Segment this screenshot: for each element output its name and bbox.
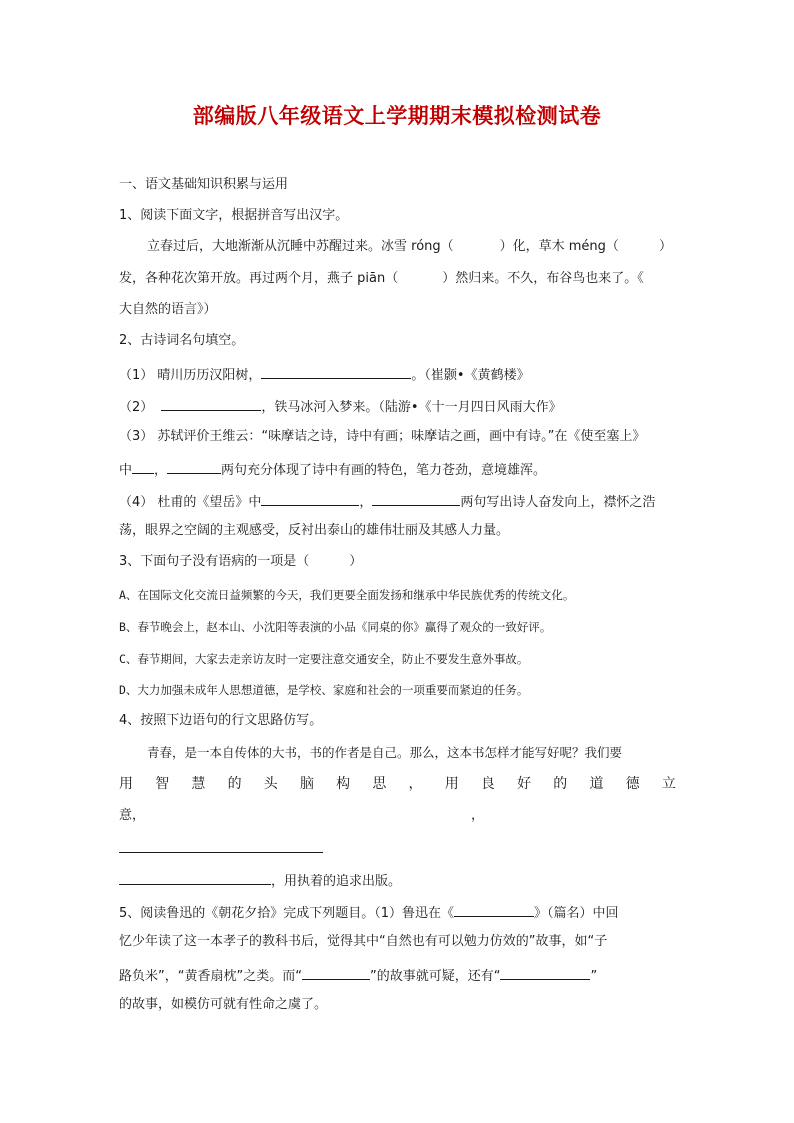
q2-item1: [119, 364, 676, 385]
q1-line1-text-b: ）化，草木 méng（: [499, 239, 619, 254]
q5-line1: [119, 902, 676, 923]
q4-line5-text: ，用执着的追求出版。: [271, 874, 402, 889]
q4-stem: 4、按照下边语句的行文思路仿写。: [119, 713, 323, 728]
q4-char: 的: [553, 776, 568, 792]
q3-stem-text: 3、下面句子没有语病的一项是（: [119, 554, 310, 569]
q2-item4-text-b: ，: [359, 495, 373, 510]
q5-answer-blank-2[interactable]: [302, 965, 370, 980]
q3-option-b: B、春节晚会上，赵本山、小沈阳等表演的小品《同桌的你》赢得了观众的一致好评。: [119, 620, 552, 634]
q5-line4: 的故事，如模仿可就有性命之虞了。: [119, 997, 328, 1012]
q2-item2: [119, 396, 676, 417]
q2-item1-blank[interactable]: [261, 364, 411, 379]
q2-item3-line2: [119, 459, 676, 480]
page-title: 部编版八年级语文上学期期末模拟检测试卷: [192, 103, 602, 128]
q2-item4-blank-2[interactable]: [372, 491, 460, 506]
q1-line2-text-b: ）然归来。不久，布谷鸟也来了。《: [442, 271, 644, 286]
q5-answer-blank-3[interactable]: [500, 965, 590, 980]
q2-item4-text-c: 两句写出诗人奋发向上，襟怀之浩: [460, 495, 656, 510]
q1-line1-text-c: ）: [658, 239, 672, 254]
q2-stem: 2、古诗词名句填空。: [119, 333, 245, 348]
q1-line1-text-a: 立春过后，大地渐渐从沉睡中苏醒过来。冰雪 róng（: [147, 239, 454, 254]
q5-line3-text-a: 路负米”，“黄香扇枕”之类。而“: [119, 969, 302, 984]
q5-line3: [119, 965, 676, 986]
q1-line1: [147, 238, 676, 256]
q2-item4-text-a: （4） 杜甫的《望岳》中: [119, 495, 262, 510]
q2-item3-text-a: 中: [119, 463, 133, 478]
q5-line3-text-c: ”: [590, 969, 598, 984]
q4-char: 道: [589, 776, 604, 792]
q2-item3-line1: （3） 苏轼评价王维云：“味摩诘之诗，诗中有画；味摩诘之画，画中有诗。”在《使至塞上》: [119, 429, 646, 444]
q4-char: 用: [444, 776, 459, 792]
q3-stem: [119, 553, 676, 571]
q4-char: 慧: [191, 776, 206, 792]
q4-passage-line2: [119, 775, 676, 793]
q4-line3-text-a: 意，: [119, 808, 146, 823]
q2-item4-line2: 荡，眼界之空阔的主观感受，反衬出泰山的雄伟壮丽及其感人力量。: [119, 523, 510, 538]
q2-item4-line1: [119, 491, 676, 512]
q4-passage-line3: [119, 807, 676, 825]
q1-line2: [119, 270, 676, 288]
q3-option-d: D、大力加强未成年人思想道德，是学校、家庭和社会的一项重要而紧迫的任务。: [119, 683, 529, 697]
q2-item3-text-b: ，: [154, 463, 168, 478]
q3-option-a: A、在国际文化交流日益频繁的今天，我们更要全面发扬和继承中华民族优秀的传统文化。: [119, 588, 575, 602]
q1-stem: 1、阅读下面文字，根据拼音写出汉字。: [119, 208, 349, 223]
q4-answer-blank-3[interactable]: [119, 870, 271, 885]
q2-item3-blank-2[interactable]: [167, 459, 221, 474]
q4-answer-blank-2[interactable]: [119, 838, 323, 853]
q1-line2-text-a: 发，各种花次第开放。再过两个月，燕子 piān（: [119, 271, 399, 286]
q2-item1-text-a: （1） 晴川历历汉阳树，: [119, 368, 262, 383]
q5-answer-blank-1[interactable]: [454, 902, 534, 917]
q4-char: 智: [155, 776, 170, 792]
q2-item3-blank-1[interactable]: [132, 459, 154, 474]
q4-passage-line1: 青春，是一本自传体的大书，书的作者是自己。那么，这本书怎样才能写好呢？我们要: [147, 745, 623, 760]
q2-item2-text-b: ，铁马冰河入梦来。（陆游•《十一月四日风雨大作》: [261, 400, 562, 415]
q4-char: 构: [336, 776, 351, 792]
q5-line3-text-b: ”的故事就可疑，还有“: [369, 969, 501, 984]
q2-item3-text-c: 两句充分体现了诗中有画的特色，笔力苍劲，意境雄浑。: [221, 463, 547, 478]
q4-char: ，: [408, 776, 423, 792]
q2-item2-text-a: （2）: [119, 400, 154, 415]
q4-char: 德: [625, 776, 640, 792]
q4-char: 脑: [299, 776, 314, 792]
q2-item4-blank-1[interactable]: [261, 491, 359, 506]
q1-line3: 大自然的语言》）: [119, 302, 217, 317]
q5-line1-text-a: 5、阅读鲁迅的《朝花夕拾》完成下列题目。（1）鲁迅在《: [119, 906, 455, 921]
q3-option-c: C、春节期间，大家去走亲访友时一定要注意交通安全，防止不要发生意外事故。: [119, 652, 529, 666]
q4-line3-text-b: ，: [471, 808, 485, 823]
q4-char: 的: [227, 776, 242, 792]
q4-char: 思: [372, 776, 387, 792]
q4-answer-line: [119, 838, 676, 859]
q2-item2-blank[interactable]: [161, 396, 261, 411]
section-heading: 一、语文基础知识积累与运用: [119, 177, 289, 192]
q4-char: 良: [480, 776, 495, 792]
q2-item1-text-b: 。（崔颢•《黄鹤楼》: [411, 368, 530, 383]
q4-char: 用: [119, 776, 133, 792]
q4-char: 立: [661, 776, 676, 792]
q4-char: 头: [263, 776, 278, 792]
q3-stem-end: ）: [349, 554, 363, 569]
q5-line1-text-b: 》（篇名）中回: [534, 906, 619, 921]
q5-line2: 忆少年读了这一本孝子的教科书后，觉得其中“自然也有可以勉力仿效的”故事，如“子: [119, 934, 608, 949]
q4-char: 好: [517, 776, 532, 792]
q4-passage-line5: [119, 870, 676, 891]
